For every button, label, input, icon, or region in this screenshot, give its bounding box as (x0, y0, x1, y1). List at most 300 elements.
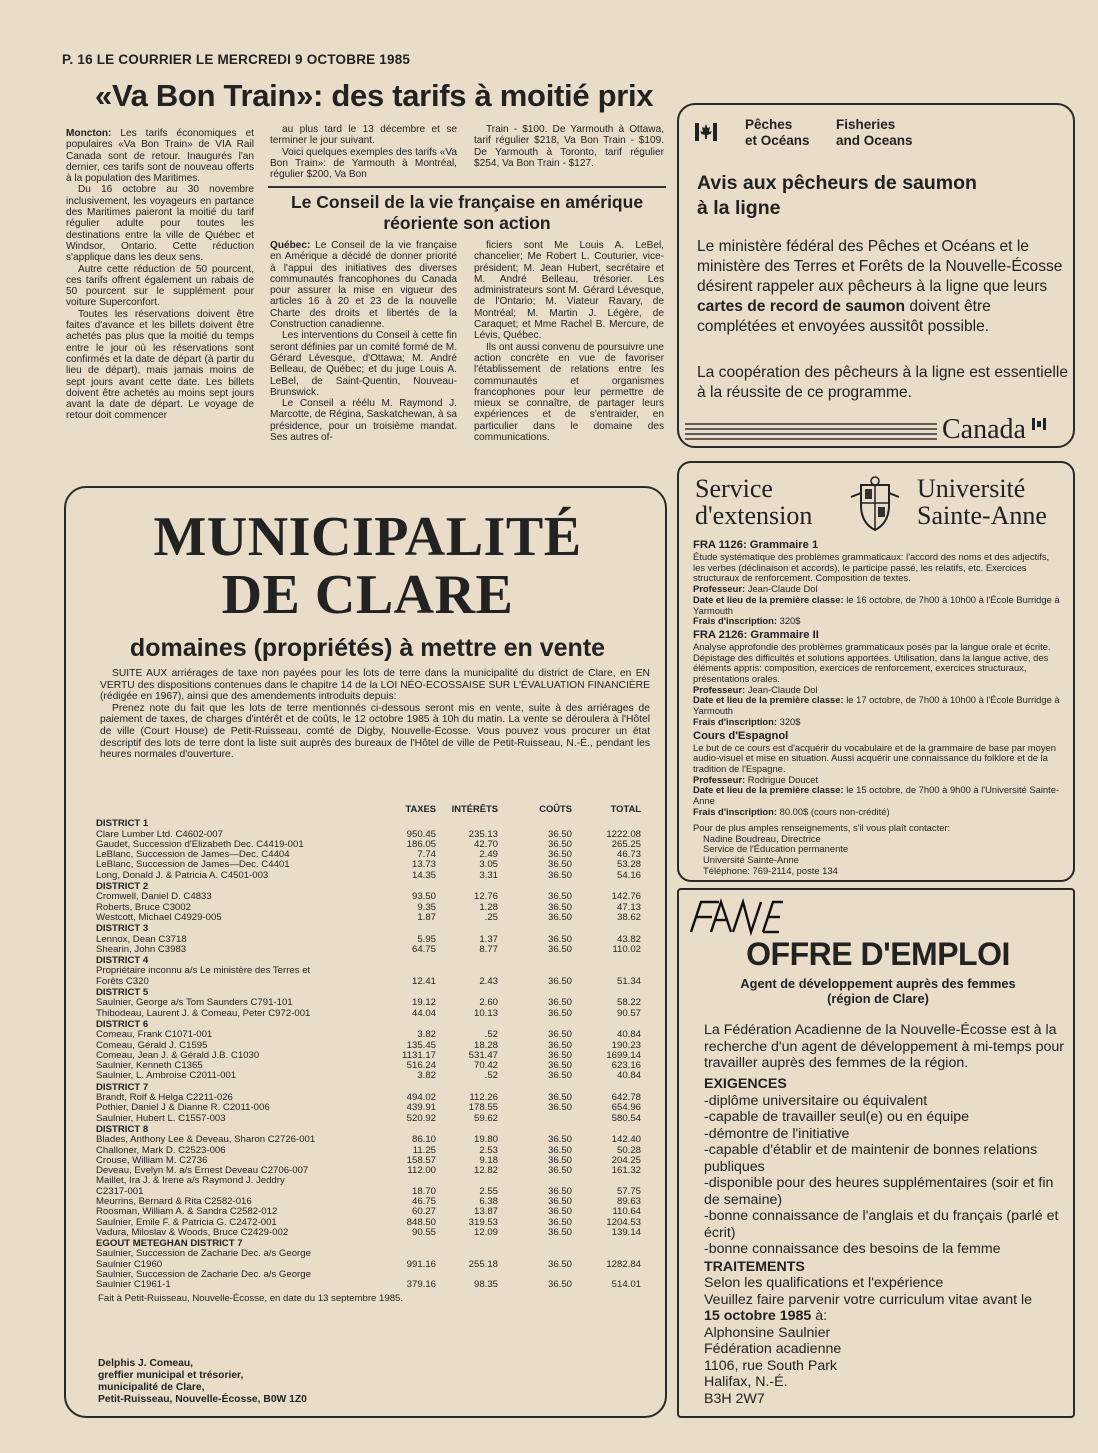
interets-cell: 19.80 (473, 1134, 498, 1146)
interets-cell: 1.37 (479, 933, 498, 945)
signature-line: Delphis J. Comeau, (98, 1358, 193, 1369)
property-owner: Saulnier, Hubert L. C1557-003 (96, 1112, 226, 1124)
total-cell: 38.62 (616, 911, 641, 923)
property-owner: C2317-001 (96, 1185, 144, 1197)
address-line: Halifax, N.-É. (704, 1374, 788, 1390)
fisheries-body-2: La coopération des pêcheurs à la ligne est essentielle à la réussite de ce programme. (697, 364, 1069, 401)
table-row (96, 1135, 641, 1145)
taxes-cell: 5.95 (417, 933, 436, 945)
interets-cell: 2.49 (479, 849, 498, 861)
value: 320$ (777, 715, 801, 727)
label: Professeur: (693, 773, 746, 785)
taxes-cell: 439.91 (406, 1102, 436, 1114)
total-cell: 47.13 (616, 901, 641, 913)
property-owner: LeBlanc, Succession de James—Dec. C4404 (96, 849, 290, 861)
couts-cell: 36.50 (547, 1092, 572, 1104)
tax-arrears-table (96, 804, 641, 1304)
label: Date et lieu de la première classe: (693, 593, 844, 605)
table-row (96, 945, 641, 955)
stripe-decoration (679, 421, 939, 445)
treatments-title: TRAITEMENTS (704, 1258, 805, 1275)
couts-cell: 36.50 (547, 1216, 572, 1228)
couts-cell: 36.50 (547, 1226, 572, 1238)
article1-column-3 (474, 124, 664, 169)
article-divider (268, 186, 666, 188)
taxes-cell: 86.10 (411, 1134, 436, 1146)
dept-name-fr (745, 117, 810, 149)
paragraph (474, 342, 664, 444)
job-offer-subtitle (679, 976, 1077, 1006)
article2-headline-line2: réoriente son action (383, 213, 551, 233)
property-owner: Saulnier C1961-1 (96, 1279, 171, 1291)
property-owner: Saulnier, L. Ambroise C2011-001 (96, 1070, 237, 1082)
fisheries-title (697, 171, 977, 221)
property-owner: Thibodeau, Laurent J. & Comeau, Peter C972-001 (96, 1007, 311, 1019)
property-owner: Lennox, Dean C3718 (96, 933, 187, 945)
table-row (96, 1071, 641, 1081)
couts-cell: 36.50 (547, 975, 572, 987)
fisheries-text-a: Le ministère fédéral des Pêches et Océans et le ministère des Terres et Forêts de la Nouvelle-Écosse désirent rappeler aux pêcheurs à la ligne que leurs (697, 238, 1063, 295)
interets-cell: .52 (484, 1029, 498, 1041)
interets-cell: 2.60 (479, 997, 498, 1009)
couts-cell: 36.50 (547, 1144, 572, 1156)
couts-cell: 36.50 (547, 901, 572, 913)
interets-cell: 235.13 (468, 828, 498, 840)
property-owner: Long, Donald J. & Patricia A. C4501-003 (96, 869, 269, 881)
interets-cell: 178.55 (468, 1102, 498, 1114)
fisheries-text-bold: cartes de record de saumon (697, 298, 905, 315)
course-title: FRA 1126: Grammaire 1 (693, 539, 819, 551)
interets-cell: 3.05 (479, 859, 498, 871)
couts-cell: 36.50 (547, 1258, 572, 1270)
taxes-cell: 12.41 (411, 975, 436, 987)
value: le 17 octobre, de 7h00 à 10h00 à l'École Burridge à Yarmouth (693, 694, 1060, 717)
table-row (96, 913, 641, 923)
interets-cell: 12.76 (473, 891, 498, 903)
property-owner: Saulnier, Succession de Zacharie Dec. a/s George (96, 1269, 311, 1281)
total-cell: 54.16 (616, 869, 641, 881)
property-owner: Comeau, Frank C1071-001 (96, 1029, 213, 1041)
canada-wordmark: Canada (942, 414, 1026, 445)
table-row (96, 977, 641, 987)
property-owner: Forêts C320 (96, 975, 149, 987)
course-fee (693, 807, 1063, 818)
total-cell: 110.02 (612, 943, 641, 955)
requirement-item: -capable d'établir et de maintenir de bonnes relations publiques (704, 1142, 1038, 1175)
deadline-date: 15 octobre 1985 (704, 1308, 812, 1324)
total-cell: 57.75 (616, 1185, 641, 1197)
requirements-list (704, 1093, 1066, 1258)
table-row (96, 871, 641, 881)
requirement-item: -démontre de l'initiative (704, 1125, 850, 1142)
interets-cell: 13.87 (473, 1206, 498, 1218)
taxes-cell: 18.70 (411, 1185, 436, 1197)
treatments-line1: Selon les qualifications et l'expérience (704, 1275, 944, 1291)
paragraph (270, 398, 457, 443)
taxes-cell: 135.45 (406, 1039, 436, 1051)
treatments-body (704, 1275, 1066, 1407)
taxes-cell: 60.27 (411, 1206, 436, 1218)
interets-cell: .25 (484, 911, 498, 923)
fane-job-offer-ad (677, 888, 1075, 1418)
course-title: FRA 2126: Grammaire II (693, 628, 819, 641)
interets-cell: 18.28 (473, 1039, 498, 1051)
universite-sainte-anne-ad (677, 461, 1075, 882)
interets-cell: 2.43 (479, 975, 498, 987)
total-cell: 139.14 (611, 1226, 641, 1238)
table-row (96, 1228, 641, 1238)
couts-cell: 36.50 (547, 891, 572, 903)
fane-logo-icon (687, 898, 785, 936)
total-cell: 50.28 (616, 1144, 641, 1156)
district-heading-row (96, 818, 641, 829)
couts-cell: 36.50 (547, 1070, 572, 1082)
clare-title-line2: DE CLARE (221, 564, 514, 626)
requirement-item: -bonne connaissance de l'anglais et du français (parlé et écrit) (704, 1208, 1059, 1241)
property-owner: Saulnier C1960 (96, 1258, 163, 1270)
interets-cell: 255.18 (468, 1258, 498, 1270)
total-cell: 51.34 (616, 975, 641, 987)
total-cell: 40.84 (616, 1070, 641, 1082)
total-cell: 642.78 (611, 1092, 641, 1104)
col-header-couts: COÛTS (539, 803, 572, 814)
university-crest-icon (847, 475, 903, 535)
universite-title (917, 475, 1047, 529)
univ-line2: Sainte-Anne (917, 501, 1047, 530)
taxes-cell: 112.00 (407, 1165, 436, 1177)
property-owner: Propriétaire inconnu a/s Le ministère des Terres et (96, 965, 311, 977)
taxes-cell: 19.12 (411, 997, 436, 1009)
total-cell: 623.16 (611, 1060, 641, 1072)
contact-line: Nadine Boudreau, Directrice (703, 832, 821, 844)
col-header-total: TOTAL (610, 803, 641, 814)
course-description: Le but de ce cours est d'acquérir du vocabulaire et de la grammaire de base par moyen audio-visuel et mise en situation. Aussi acquérir une connaissance du folklore et de la tradition de l'Espagne. (693, 741, 1056, 774)
label: Date et lieu de la première classe: (693, 694, 844, 706)
total-cell: 190.23 (611, 1039, 641, 1051)
taxes-cell: 1.87 (417, 911, 436, 923)
property-owner: Vadura, Miloslav & Woods, Bruce C2429-002 (96, 1226, 289, 1238)
contact-intro: Pour de plus amples renseignements, s'il vous plaît contacter: (693, 822, 951, 833)
total-cell: 53.28 (616, 859, 641, 871)
property-owner: Saulnier, Succession de Zacharie Dec. a/s George (96, 1248, 311, 1260)
paragraph-text: Les interventions du Conseil à cette fin seront définies par un comité formé de M. Gérard Lévesque, d'Ottawa; M. André Belleau, de Québec; et du juge Louis A. LeBel, de Saint-Quentin, Nouveau-Brunswick. (270, 330, 457, 398)
address-line: Alphonsine Saulnier (704, 1324, 831, 1341)
total-cell: 46.73 (616, 849, 641, 861)
property-owner: Comeau, Jean J. & Gérald J.B. C1030 (96, 1049, 260, 1061)
course-list (693, 539, 1063, 819)
property-owner: Westcott, Michael C4929-005 (96, 911, 222, 923)
label: Date et lieu de la première classe: (693, 784, 844, 796)
couts-cell: 36.50 (547, 1154, 572, 1166)
value: Rodrigue Doucet (745, 773, 819, 785)
total-cell: 89.63 (616, 1195, 641, 1207)
dept-name-en (836, 117, 913, 149)
article1-column-1 (66, 128, 254, 422)
property-owner: Gaudet, Succession d'Elizabeth Dec. C4419-001 (96, 838, 304, 850)
couts-cell: 36.50 (547, 1029, 572, 1041)
page-dateline: P. 16 LE COURRIER LE MERCREDI 9 OCTOBRE 1985 (62, 52, 411, 67)
couts-cell: 36.50 (547, 849, 572, 861)
paragraph (270, 330, 457, 398)
property-owner: LeBlanc, Succession de James—Dec. C4401 (96, 859, 290, 871)
taxes-cell: 3.82 (417, 1070, 436, 1082)
paragraph (270, 147, 457, 181)
couts-cell: 36.50 (547, 828, 572, 840)
couts-cell: 36.50 (547, 1185, 572, 1197)
taxes-cell: 1131.17 (402, 1049, 436, 1061)
fisheries-body (697, 237, 1069, 337)
service-extension-title (695, 475, 812, 529)
table-row (96, 1114, 641, 1124)
interets-cell: .52 (484, 1070, 498, 1082)
property-owner: Deveau, Evelyn M. a/s Ernest Deveau C2706-007 (96, 1165, 309, 1177)
paragraph-text: Les tarifs économiques et populaires «Va Bon Train» de VIA Rail Canada sont de retour. Inaugurés l'an dernier, ces tarifs sont de nouveau offerts à la population des Maritimes. (66, 128, 254, 185)
taxes-cell: 516.24 (406, 1060, 436, 1072)
subtitle-line2: (région de Clare) (827, 991, 929, 1006)
label: Frais d'inscription: (693, 715, 778, 727)
paragraph (66, 309, 254, 422)
table-row (96, 1030, 641, 1040)
taxes-cell: 494.02 (406, 1092, 436, 1104)
col-header-interets: INTÉRÊTS (451, 803, 498, 814)
district-name: DISTRICT 8 (96, 1123, 149, 1135)
fisheries-title-line2: à la ligne (697, 197, 781, 219)
district-name: DISTRICT 3 (96, 923, 149, 935)
municipalite-clare-notice (64, 486, 667, 1418)
dept-en-line1: Fisheries (836, 117, 896, 132)
couts-cell: 36.50 (547, 859, 572, 871)
total-cell: 142.76 (611, 891, 641, 903)
fisheries-text-b: doivent être complétées et envoyées aussitôt possible. (697, 298, 991, 335)
dept-en-line2: and Oceans (836, 133, 913, 148)
couts-cell: 36.50 (547, 1049, 572, 1061)
interets-cell: 6.38 (479, 1195, 498, 1207)
paragraph (270, 240, 457, 330)
dept-fr-line1: Pêches (745, 117, 793, 132)
course-first-class (693, 595, 1063, 616)
property-owner: Meurrins, Bernard & Rita C2582-016 (96, 1195, 252, 1207)
clare-subtitle: domaines (propriétés) à mettre en vente (129, 634, 606, 662)
paragraph-text: Ils ont aussi convenu de poursuivre une action concrète en vue de favoriser l'établissement de relations entre les communautés et organismes francophones pour leur permettre de mieux se connaître, de partager leurs expériences et de s'entraider, en particulier dans le domaine des communications. (474, 341, 664, 444)
article2-column-1 (270, 240, 457, 443)
contact-block (693, 823, 1063, 877)
job-offer-title: OFFRE D'EMPLOI (746, 936, 1010, 972)
requirement-item: -diplôme universitaire ou équivalent (704, 1092, 928, 1109)
value: Jean-Claude Dol (745, 683, 818, 695)
taxes-cell: 3.82 (417, 1029, 436, 1041)
value: le 15 octobre, de 7h00 à 9h00 à l'Université Sainte-Anne (693, 784, 1060, 807)
requirements-title: EXIGENCES (704, 1076, 787, 1092)
address-line: B3H 2W7 (704, 1390, 765, 1407)
taxes-cell: 379.16 (406, 1279, 436, 1291)
article1-headline: «Va Bon Train»: des tarifs à moitié prix (95, 78, 654, 113)
couts-cell: 36.50 (547, 1039, 572, 1051)
course-item (693, 629, 1063, 728)
table-row (96, 1280, 641, 1290)
course-description: Analyse approfondie des problèmes grammaticaux posés par la langue orale et écrite. Dépistage des difficultés et solutions apportées. Utilisation, dans la langue active, des éléments appris: composition, exercices de renforcement, exercices structuraux, présentations orales. (693, 640, 1051, 685)
requirements-block (704, 1076, 1066, 1407)
label: Frais d'inscription: (693, 615, 778, 627)
clare-intro (100, 668, 650, 761)
value: 320$ (777, 615, 801, 627)
total-cell: 1204.53 (606, 1216, 641, 1228)
paragraph-text: Le Conseil a réélu M. Raymond J. Marcotte, de Régina, Saskatchewan, à sa présidence, pour un troisième mandat. Ses autres of- (270, 398, 457, 444)
interets-cell: 112.26 (469, 1092, 498, 1104)
interets-cell: 1.28 (479, 901, 498, 913)
total-cell: 40.84 (616, 1029, 641, 1041)
paragraph-text: Du 16 octobre au 30 novembre inclusivement, les voyageurs en partance des Maritimes paieront la moitié du tarif régulier adulte pour toutes les destinations entre la ville de Québec et Windsor, Ontario. Cette réduction s'applique dans les deux sens. (66, 184, 254, 264)
maple-leaf-flag-icon (695, 123, 717, 141)
paragraph-text: Le Conseil de la vie française en Amérique a décidé de donner priorité à l'appui des initiatives des diverses communautés francophones du Canada pour assurer la mise en vigueur des articles 16 à 20 et 23 de la nouvelle Charte des droits et libertés de la Construction canadienne. (270, 240, 457, 331)
col-header-taxes: TAXES (405, 803, 436, 814)
paragraph (474, 124, 664, 169)
couts-cell: 36.50 (547, 1102, 572, 1114)
total-cell: 58.22 (616, 997, 641, 1009)
value: Jean-Claude Dol (745, 583, 818, 595)
couts-cell: 36.50 (547, 1134, 572, 1146)
paragraph (66, 128, 254, 184)
district-name: DISTRICT 1 (96, 818, 149, 830)
article2-column-2 (474, 240, 664, 443)
table-header-row (96, 804, 641, 818)
property-owner: Brandt, Rolf & Helga C2211-026 (96, 1092, 233, 1104)
district-name: DISTRICT 6 (96, 1018, 149, 1030)
taxes-cell: 520.92 (406, 1112, 436, 1124)
paragraph (66, 184, 254, 263)
district-name: DISTRICT 7 (96, 1081, 149, 1093)
course-item (693, 539, 1063, 627)
subtitle-line1: Agent de développement auprès des femmes (740, 976, 1016, 991)
property-owner: Blades, Anthony Lee & Deveau, Sharon C2726-001 (96, 1134, 316, 1146)
total-cell: 265.25 (611, 838, 641, 850)
taxes-cell: 7.74 (417, 849, 436, 861)
total-cell: 43.82 (616, 933, 641, 945)
fisheries-title-line1: Avis aux pêcheurs de saumon (697, 172, 977, 194)
interets-cell: 12.09 (473, 1226, 498, 1238)
clare-footer-line: Fait à Petit-Ruisseau, Nouvelle-Écosse, en date du 13 septembre 1985. (98, 1292, 404, 1304)
article2-headline-line1: Le Conseil de la vie française en amérique (290, 192, 644, 212)
total-cell: 110.64 (612, 1206, 641, 1218)
taxes-cell: 44.04 (411, 1007, 436, 1019)
address-block (704, 1325, 1066, 1408)
couts-cell: 36.50 (547, 869, 572, 881)
paragraph-text: Toutes les réservations doivent être faites d'avance et les billets doivent être achetés pas plus que la moitié du temps entre le jour où les réservations sont confirmés et la date de départ (à partir du lieu de départ), mais jamais moins de sept jours avant cette date. Les billets doivent être achetés au moins sept jours avant la date de départ. Le voyage de retour doit commencer (66, 308, 254, 422)
interets-cell: 9.18 (479, 1154, 498, 1166)
property-owner: Maillet, Ira J. & Irene a/s Raymond J. Jeddry (96, 1175, 285, 1187)
district-heading-row (96, 923, 641, 934)
total-cell: 90.57 (616, 1007, 641, 1019)
district-name: DISTRICT 5 (96, 987, 149, 999)
property-owner: Saulnier, Emile F. & Patricia G. C2472-001 (96, 1216, 277, 1228)
taxes-cell: 950.45 (406, 828, 436, 840)
paragraph-text: ficiers sont Me Louis A. LeBel, chancelier; Me Robert L. Couturier, vice-président; M. Jean Hubert, secrétaire et M. André Belleau, trésorier. Les administrateurs sont M. Gérard Lévesque, de l'Ontario; M. Viateur Ravary, de Montréal; M. Martin J. Légère, de Caraquet; et Mme Rachel B. Mercure, de Lévis, Québec. (474, 240, 664, 342)
taxes-cell: 186.05 (406, 838, 436, 850)
property-owner: Roosman, William A. & Sandra C2582-012 (96, 1206, 278, 1218)
total-cell: 1699.14 (606, 1049, 641, 1061)
total-cell: 142.40 (611, 1134, 641, 1146)
paragraph-text: au plus tard le 13 décembre et se terminer le jour suivant. (270, 124, 457, 147)
taxes-cell: 9.35 (417, 901, 436, 913)
interets-cell: 531.47 (468, 1049, 498, 1061)
interets-cell: 12.82 (473, 1165, 498, 1177)
interets-cell: 2.55 (479, 1185, 498, 1197)
property-owner: Saulnier, Kenneth C1365 (96, 1060, 203, 1072)
total-cell: 1282.84 (606, 1258, 641, 1270)
taxes-cell: 46.75 (411, 1195, 436, 1207)
property-owner: Challoner, Mark D. C2523-006 (96, 1144, 226, 1156)
requirement-item: -disponible pour des heures supplémentaires (soir et fin de semaine) (704, 1175, 1054, 1208)
paragraph (474, 240, 664, 342)
interets-cell: 2.53 (479, 1144, 498, 1156)
couts-cell: 36.50 (547, 1165, 572, 1177)
total-cell: 654.96 (611, 1102, 641, 1114)
district-name: EGOUT METEGHAN DISTRICT 7 (96, 1238, 243, 1250)
course-title: Cours d'Espagnol (693, 729, 789, 742)
clare-intro-1: SUITE AUX arriérages de taxe non payées pour les lots de terre dans la municipalité du district de Clare, en EN VERTU des dispositions contenues dans le chapitre 14 de la LOI NÉO-ECOSSAISE SUR L'ÉVALUATION FINANCIÈRE (rédigée en 1967), ainsi que des amendements introduits depuis: (100, 668, 650, 703)
article2-headline (268, 192, 666, 234)
couts-cell: 36.50 (547, 1195, 572, 1207)
clare-signature (98, 1358, 307, 1406)
couts-cell (498, 1114, 572, 1124)
contact-lines (693, 834, 1063, 877)
label: Professeur: (693, 583, 746, 595)
address-line: Fédération acadienne (704, 1341, 842, 1357)
interets-cell: 3.31 (479, 869, 498, 881)
service-line2: d'extension (695, 501, 813, 530)
table-row (96, 1009, 641, 1019)
property-owner: Clare Lumber Ltd. C4602-007 (96, 828, 223, 840)
property-owner: Shearin, John C3983 (96, 943, 187, 955)
couts-cell: 36.50 (547, 943, 572, 955)
deadline-suffix: à: (811, 1308, 828, 1324)
couts-cell: 36.50 (547, 933, 572, 945)
interets-cell: 70.42 (473, 1060, 498, 1072)
district-name: DISTRICT 2 (96, 881, 149, 893)
clare-title (66, 508, 669, 624)
couts-cell: 36.50 (547, 1279, 572, 1291)
property-owner: Comeau, Gérald J. C1595 (96, 1039, 208, 1051)
univ-line1: Université (917, 474, 1026, 503)
property-owner: Roberts, Bruce C3002 (96, 901, 191, 913)
fisheries-notice-ad (677, 103, 1075, 448)
taxes-cell: 14.35 (411, 869, 436, 881)
wordmark-flag-icon (1032, 417, 1046, 429)
course-fee (693, 717, 1063, 728)
address-line: 1106, rue South Park (704, 1357, 838, 1374)
label: Professeur: (693, 683, 746, 695)
paragraph (270, 124, 457, 147)
interets-cell: 319.53 (468, 1216, 498, 1228)
course-item (693, 730, 1063, 818)
course-description: Étude systématique des problèmes grammaticaux: l'accord des noms et des adjectifs, les verbes (déclinaison et accords), le participe passé, les relatifs, etc. Exercices structuraux de renforcement. Composition de textes. (693, 551, 1050, 584)
paragraph-text: Voici quelques exemples des tarifs «Va Bon Train»: de Yarmouth à Montréal, régulier $200, Va Bon (270, 146, 457, 181)
couts-cell: 36.50 (547, 1206, 572, 1218)
signature-line: greffier municipal et trésorier, (98, 1370, 244, 1381)
taxes-cell: 11.25 (412, 1144, 436, 1156)
clare-intro-2: Prenez note du fait que les lots de terre mentionnés ci-dessous seront mis en vente, suite à des arriérages de paiement de taxes, de charges d'intérêt et de coûts, le 12 octobre 1985 à 10h du matin. La vente se déroulera à l'Hôtel de ville (Court House) de Petit-Ruisseau, comté de Digby, Nouvelle-Écosse. Vous pouvez vous procurer un état descriptif des lots de terre dont la liste suit auprès des bureaux de l'Hôtel de ville de Petit-Ruisseau, N.-É., pendant les heures normales d'ouverture. (100, 702, 650, 761)
district-name: DISTRICT 4 (96, 955, 149, 967)
requirement-item: -bonne connaissance des besoins de la femme (704, 1241, 1001, 1257)
property-owner: Cromwell, Daniel D. C4833 (96, 891, 212, 903)
taxes-cell: 991.16 (406, 1258, 436, 1270)
requirement-item: -capable de travailler seul(e) ou en équipe (704, 1109, 969, 1125)
deadline-line (704, 1308, 1066, 1325)
taxes-cell: 158.57 (406, 1154, 436, 1166)
value: le 16 octobre, de 7h00 à 10h00 à l'École Burridge à Yarmouth (693, 593, 1060, 616)
taxes-cell: 848.50 (406, 1216, 436, 1228)
taxes-cell: 93.50 (411, 891, 436, 903)
signature-line: municipalité de Clare, (98, 1382, 205, 1393)
